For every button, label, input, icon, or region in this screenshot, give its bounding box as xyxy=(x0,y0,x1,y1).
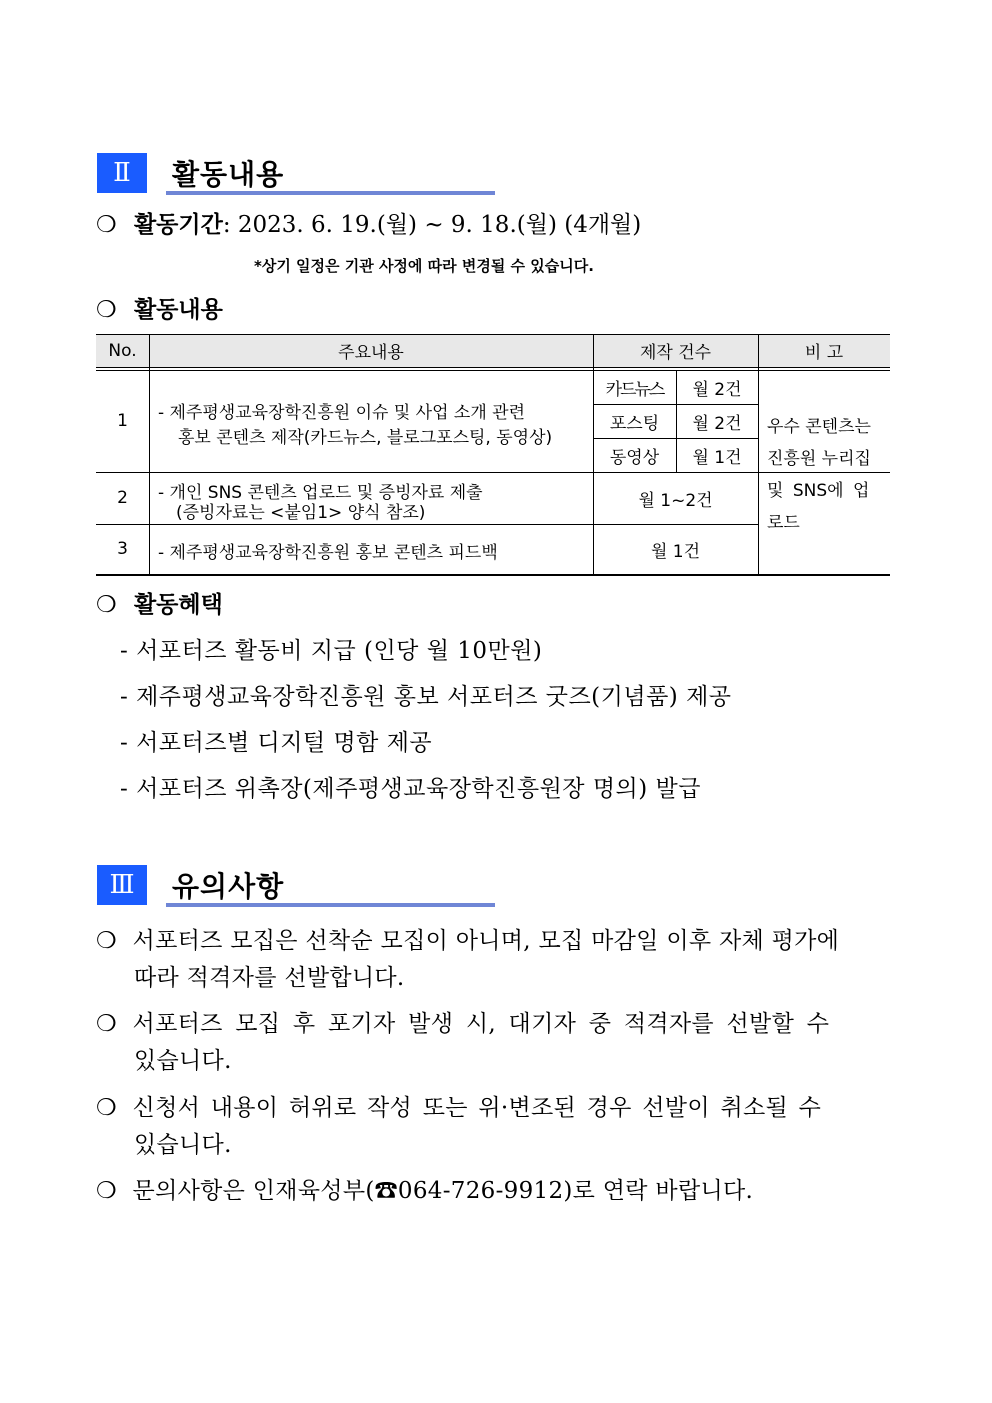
activity-table xyxy=(96,334,890,575)
section-title-notes: 유의사항 xyxy=(172,870,285,903)
bullet-icon: ❍ xyxy=(96,1178,117,1204)
benefit-item-4: - 서포터즈 위촉장(제주평생교육장학진흥원장 명의) 발급 xyxy=(120,776,701,802)
row1-content-line2: 홍보 콘텐츠 제작(카드뉴스, 블로그포스팅, 동영상) xyxy=(178,428,553,448)
period-value: : 2023. 6. 19.(월) ~ 9. 18.(월) (4개월) xyxy=(222,212,642,238)
benefit-heading xyxy=(96,586,223,619)
item-count-cardnews: 월 2건 xyxy=(692,379,742,400)
period-line xyxy=(96,206,641,239)
period-label: 활동기간 xyxy=(133,212,223,238)
remark-line3: 및 SNS에 업 xyxy=(767,481,870,501)
item-type-posting: 포스팅 xyxy=(609,413,660,434)
item-type-cardnews: 카드뉴스 xyxy=(605,379,664,400)
remark-line4: 로드 xyxy=(767,513,800,533)
row3-count: 월 1건 xyxy=(650,541,701,562)
remark-line1: 우수 콘텐츠는 xyxy=(767,417,871,437)
section-number-3: Ⅲ xyxy=(97,865,147,905)
header-content: 주요내용 xyxy=(338,343,404,363)
bullet-icon: ❍ xyxy=(96,212,117,238)
note-1 xyxy=(96,923,839,997)
row3-no: 3 xyxy=(117,539,128,559)
row1-no: 1 xyxy=(117,411,128,431)
section-title-activity: 활동내용 xyxy=(172,158,285,191)
benefit-item-3: - 서포터즈별 디지털 명함 제공 xyxy=(120,730,433,756)
content-heading xyxy=(96,291,223,324)
item-count-video: 월 1건 xyxy=(692,447,742,468)
row2-content-line2: (증빙자료는 <붙임1> 양식 참조) xyxy=(176,503,426,523)
note-4-line1: 문의사항은 인재육성부(☎064-726-9912)로 연락 바랍니다. xyxy=(132,1178,754,1204)
period-note: *상기 일정은 기관 사정에 따라 변경될 수 있습니다. xyxy=(254,257,594,275)
row2-count: 월 1~2건 xyxy=(638,490,713,511)
note-1-line1: 서포터즈 모집은 선착순 모집이 아니며, 모집 마감일 이후 자체 평가에 xyxy=(132,928,840,954)
note-3 xyxy=(96,1090,821,1164)
item-count-posting: 월 2건 xyxy=(692,413,742,434)
bullet-icon: ❍ xyxy=(96,928,117,954)
content-label: 활동내용 xyxy=(133,297,223,323)
header-no: No. xyxy=(108,340,137,361)
note-2-line2: 있습니다. xyxy=(134,1048,232,1074)
header-count: 제작 건수 xyxy=(639,343,712,363)
remark-line2: 진흥원 누리집 xyxy=(767,449,871,469)
row3-content: - 제주평생교육장학진흥원 홍보 콘텐츠 피드백 xyxy=(158,543,498,563)
benefit-item-2: - 제주평생교육장학진흥원 홍보 서포터즈 굿즈(기념품) 제공 xyxy=(120,684,732,710)
note-3-line1: 신청서 내용이 허위로 작성 또는 위·변조된 경우 선발이 취소될 수 xyxy=(132,1095,822,1121)
benefit-label: 활동혜택 xyxy=(133,592,223,618)
row1-content-line1: - 제주평생교육장학진흥원 이슈 및 사업 소개 관련 xyxy=(158,403,525,423)
note-2 xyxy=(96,1006,829,1080)
item-type-video: 동영상 xyxy=(609,447,660,468)
note-1-line2: 따라 적격자를 선발합니다. xyxy=(134,965,405,991)
row2-content-line1: - 개인 SNS 콘텐츠 업로드 및 증빙자료 제출 xyxy=(158,483,483,503)
section-number-2: Ⅱ xyxy=(97,153,147,193)
benefit-item-1: - 서포터즈 활동비 지급 (인당 월 10만원) xyxy=(120,638,543,664)
section-underline xyxy=(166,903,495,907)
row2-no: 2 xyxy=(117,488,128,508)
bullet-icon: ❍ xyxy=(96,592,117,618)
bullet-icon: ❍ xyxy=(96,297,117,323)
section-underline xyxy=(166,191,495,195)
note-3-line2: 있습니다. xyxy=(134,1132,232,1158)
note-2-line1: 서포터즈 모집 후 포기자 발생 시, 대기자 중 적격자를 선발할 수 xyxy=(132,1011,830,1037)
note-4 xyxy=(96,1173,753,1210)
header-remark: 비 고 xyxy=(804,343,844,363)
bullet-icon: ❍ xyxy=(96,1095,117,1121)
bullet-icon: ❍ xyxy=(96,1011,117,1037)
